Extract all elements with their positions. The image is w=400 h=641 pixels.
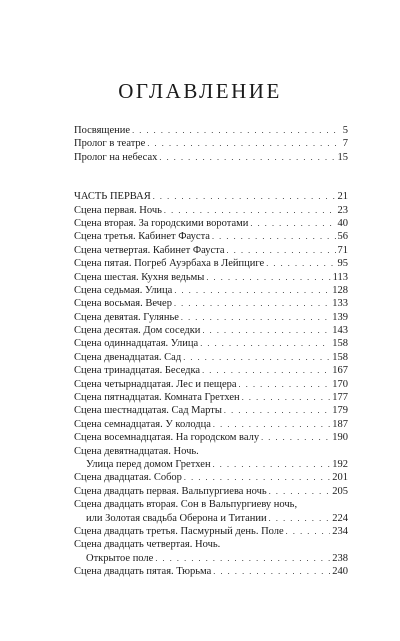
toc-entry-page: 56 xyxy=(337,231,348,243)
toc-entry-page: 224 xyxy=(332,512,348,524)
toc-entry-page: 128 xyxy=(332,284,348,296)
toc-entry-page: 170 xyxy=(332,378,348,390)
toc-entry-page: 71 xyxy=(337,244,348,256)
dot-leader xyxy=(242,391,331,404)
toc-entry-title: Сцена двадцать первая. Вальпургиева ночь xyxy=(74,485,267,497)
toc-entry-page: 240 xyxy=(332,566,348,578)
dot-leader xyxy=(147,137,340,150)
toc-entry-title: Сцена первая. Ночь xyxy=(74,204,162,216)
toc-entry-title: Сцена двадцать пятая. Тюрьма xyxy=(74,566,212,578)
toc-entry-title: ЧАСТЬ ПЕРВАЯ xyxy=(74,191,151,203)
toc-entry-page: 187 xyxy=(332,418,348,430)
toc-entry-page: 190 xyxy=(332,432,348,444)
toc-entry-page: 238 xyxy=(332,552,348,564)
toc-entry-page: 179 xyxy=(332,405,348,417)
toc-entry[interactable] xyxy=(74,124,348,137)
toc-entry-continuation[interactable] xyxy=(74,552,348,565)
toc-entry[interactable] xyxy=(74,204,348,217)
dot-leader xyxy=(206,271,330,284)
toc-entry[interactable] xyxy=(74,324,348,337)
toc-entry-title: Сцена третья. Кабинет Фауста xyxy=(74,231,210,243)
page-title: ОГЛАВЛЕНИЕ xyxy=(118,79,282,103)
dot-leader xyxy=(213,418,330,431)
toc-entry-page: 167 xyxy=(332,365,348,377)
toc-entry[interactable] xyxy=(74,565,348,578)
toc-entry-page: 234 xyxy=(332,525,348,537)
toc-entry[interactable] xyxy=(74,378,348,391)
toc-entry-title: Сцена шестая. Кухня ведьмы xyxy=(74,271,205,283)
toc-entry-title: Открытое поле xyxy=(86,552,154,564)
dot-leader xyxy=(202,364,330,377)
toc-entry[interactable] xyxy=(74,351,348,364)
toc-entry[interactable] xyxy=(74,230,348,243)
toc-entry[interactable] xyxy=(74,471,348,484)
dot-leader xyxy=(261,431,330,444)
toc-entry-title: Сцена двадцать четвертая. Ночь. xyxy=(74,539,221,551)
toc-entry-page: 158 xyxy=(332,351,348,363)
toc-entry-title: Сцена восемнадцатая. На городском валу xyxy=(74,432,260,444)
toc-entry-title: Пролог в театре xyxy=(74,138,146,150)
dot-leader xyxy=(269,485,331,498)
table-of-contents xyxy=(74,124,348,579)
toc-entry-title: Посвящение xyxy=(74,125,131,136)
toc-entry-title: Сцена тринадцатая. Беседка xyxy=(74,365,201,377)
toc-entry[interactable] xyxy=(74,391,348,404)
dot-leader xyxy=(224,404,330,417)
toc-entry-title: Сцена двадцать третья. Пасмурный день. Поле xyxy=(74,525,284,537)
dot-leader xyxy=(269,512,331,525)
dot-leader xyxy=(184,471,330,484)
dot-leader xyxy=(181,311,330,324)
toc-entry-title: Сцена седьмая. Улица xyxy=(74,284,173,296)
toc-entry-title: Сцена четвертая. Кабинет Фауста xyxy=(74,244,225,256)
dot-leader xyxy=(174,284,330,297)
dot-leader xyxy=(266,257,335,270)
toc-entry[interactable] xyxy=(74,137,348,150)
toc-entry-page: 40 xyxy=(337,217,348,229)
dot-leader xyxy=(250,217,335,230)
toc-entry-page: 21 xyxy=(337,191,348,203)
toc-entry-title: Сцена двенадцатая. Сад xyxy=(74,351,182,363)
dot-leader xyxy=(153,190,336,203)
toc-entry[interactable] xyxy=(74,244,348,257)
toc-entry-page: 7 xyxy=(342,138,348,150)
dot-leader xyxy=(164,204,336,217)
toc-entry-page: 158 xyxy=(332,338,348,350)
dot-leader xyxy=(174,297,330,310)
toc-entry-title: Сцена четырнадцатая. Лес и пещера xyxy=(74,378,237,390)
toc-entry-title: Сцена пятнадцатая. Комната Гретхен xyxy=(74,392,240,404)
toc-entry-first-line[interactable] xyxy=(74,498,348,511)
toc-entry-first-line[interactable] xyxy=(74,538,348,551)
toc-entry[interactable] xyxy=(74,525,348,538)
dot-leader xyxy=(159,151,335,164)
toc-entry[interactable] xyxy=(74,297,348,310)
toc-entry[interactable] xyxy=(74,404,348,417)
toc-entry-title: Сцена семнадцатая. У колодца xyxy=(74,418,211,430)
toc-entry-page: 5 xyxy=(342,125,348,136)
toc-entry-continuation[interactable] xyxy=(74,458,348,471)
toc-entry-part-heading[interactable] xyxy=(74,190,348,203)
dot-leader xyxy=(155,552,330,565)
toc-entry-title: Сцена десятая. Дом соседки xyxy=(74,325,201,337)
dot-leader xyxy=(183,351,330,364)
toc-entry-title: Сцена восьмая. Вечер xyxy=(74,298,172,310)
toc-entry[interactable] xyxy=(74,257,348,270)
toc-entry-title: Сцена шестнадцатая. Сад Марты xyxy=(74,405,222,417)
toc-entry-page: 192 xyxy=(332,458,348,470)
toc-entry-page: 139 xyxy=(332,311,348,323)
toc-entry-page: 95 xyxy=(337,258,348,270)
toc-entry-title: Сцена девятнадцатая. Ночь. xyxy=(74,445,199,457)
dot-leader xyxy=(239,378,331,391)
toc-entry-title: Сцена девятая. Гулянье xyxy=(74,311,179,323)
toc-entry-page: 143 xyxy=(332,325,348,337)
toc-entry-title: или Золотая свадьба Оберона и Титании xyxy=(86,512,267,524)
toc-entry[interactable] xyxy=(74,151,348,164)
toc-entry-continuation[interactable] xyxy=(74,512,348,525)
dot-leader xyxy=(200,337,330,350)
toc-entry-page: 201 xyxy=(332,472,348,484)
toc-entry[interactable] xyxy=(74,271,348,284)
toc-entry-title: Сцена двадцать вторая. Сон в Вальпургиеву ночь, xyxy=(74,499,298,511)
toc-entry[interactable] xyxy=(74,217,348,230)
dot-leader xyxy=(132,124,341,137)
toc-entry[interactable] xyxy=(74,337,348,350)
toc-entry-title: Пролог на небесах xyxy=(74,151,158,163)
dot-leader xyxy=(286,525,331,538)
toc-entry-title: Сцена одиннадцатая. Улица xyxy=(74,338,199,350)
toc-entry[interactable] xyxy=(74,418,348,431)
toc-entry-page: 113 xyxy=(332,271,348,283)
toc-entry-title: Сцена пятая. Погреб Ауэрбаха в Лейпциге xyxy=(74,258,265,270)
toc-entry-page: 15 xyxy=(337,151,348,163)
toc-entry[interactable] xyxy=(74,485,348,498)
toc-entry[interactable] xyxy=(74,311,348,324)
dot-leader xyxy=(213,458,331,471)
toc-entry[interactable] xyxy=(74,284,348,297)
toc-entry-page: 177 xyxy=(332,392,348,404)
dot-leader xyxy=(212,230,336,243)
dot-leader xyxy=(213,565,330,578)
toc-entry-title: Сцена вторая. За городскими воротами xyxy=(74,217,249,229)
toc-entry-first-line[interactable] xyxy=(74,445,348,458)
toc-entry[interactable] xyxy=(74,431,348,444)
toc-entry-title: Сцена двадцатая. Собор xyxy=(74,472,182,484)
dot-leader xyxy=(202,324,330,337)
toc-entry-title: Улица перед домом Гретхен xyxy=(86,458,211,470)
toc-entry-page: 23 xyxy=(337,204,348,216)
toc-entry-page: 205 xyxy=(332,485,348,497)
toc-entry-page: 133 xyxy=(332,298,348,310)
toc-entry[interactable] xyxy=(74,364,348,377)
dot-leader xyxy=(227,244,336,257)
